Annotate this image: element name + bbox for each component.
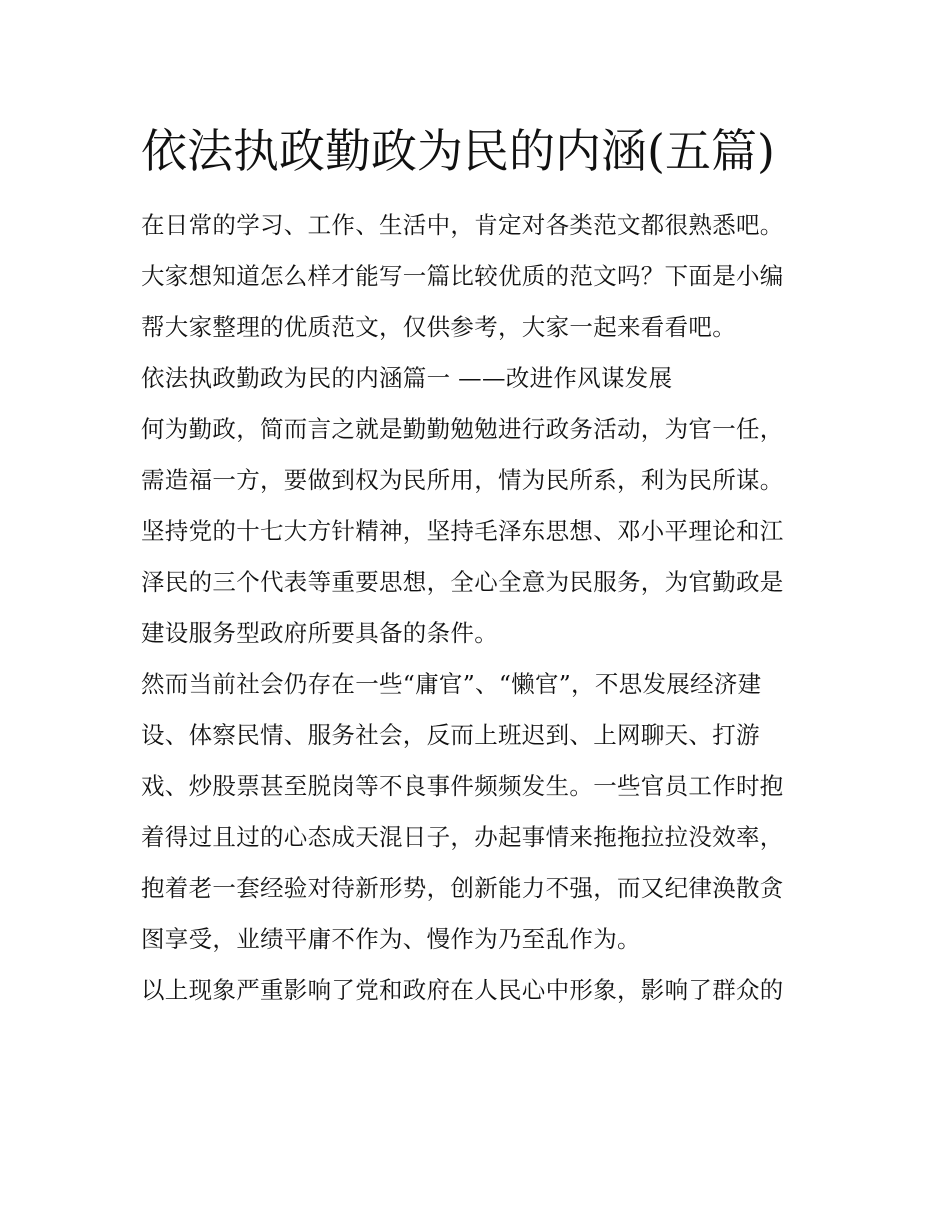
- text-line: 大家想知道怎么样才能写一篇比较优质的范文吗？下面是小编: [141, 262, 784, 290]
- text-line: 泽民的三个代表等重要思想，全心全意为民服务，为官勤政是: [141, 568, 784, 596]
- text-line: 帮大家整理的优质范文，仅供参考，大家一起来看看吧。: [141, 313, 736, 341]
- document-body: [141, 112, 821, 1016]
- text-line: 坚持党的十七大方针精神，坚持毛泽东思想、邓小平理论和江: [141, 517, 784, 545]
- text-line: 图享受，业绩平庸不作为、慢作为乃至乱作为。: [141, 925, 641, 953]
- text-line: 在日常的学习、工作、生活中，肯定对各类范文都很熟悉吧。: [141, 211, 784, 239]
- text-line: 何为勤政，简而言之就是勤勤勉勉进行政务活动，为官一任，: [141, 415, 784, 443]
- text-line: 然而当前社会仍存在一些“庸官”、“懒官”，不思发展经济建: [141, 670, 762, 698]
- text-line: 设、体察民情、服务社会，反而上班迟到、上网聊天、打游: [141, 721, 760, 749]
- section-heading: 依法执政勤政为民的内涵篇一 ——改进作风谋发展: [141, 364, 673, 392]
- text-line: 抱着老一套经验对待新形势，创新能力不强，而又纪律涣散贪: [141, 874, 784, 902]
- document-title: 依法执政勤政为民的内涵(五篇): [141, 124, 775, 178]
- text-line: 着得过且过的心态成天混日子，办起事情来拖拖拉拉没效率，: [141, 823, 784, 851]
- text-line: 建设服务型政府所要具备的条件。: [141, 619, 498, 647]
- text-line: 需造福一方，要做到权为民所用，情为民所系，利为民所谋。: [141, 466, 784, 494]
- text-line: 戏、炒股票甚至脱岗等不良事件频频发生。一些官员工作时抱: [141, 772, 784, 800]
- text-line: 以上现象严重影响了党和政府在人民心中形象，影响了群众的: [141, 976, 784, 1004]
